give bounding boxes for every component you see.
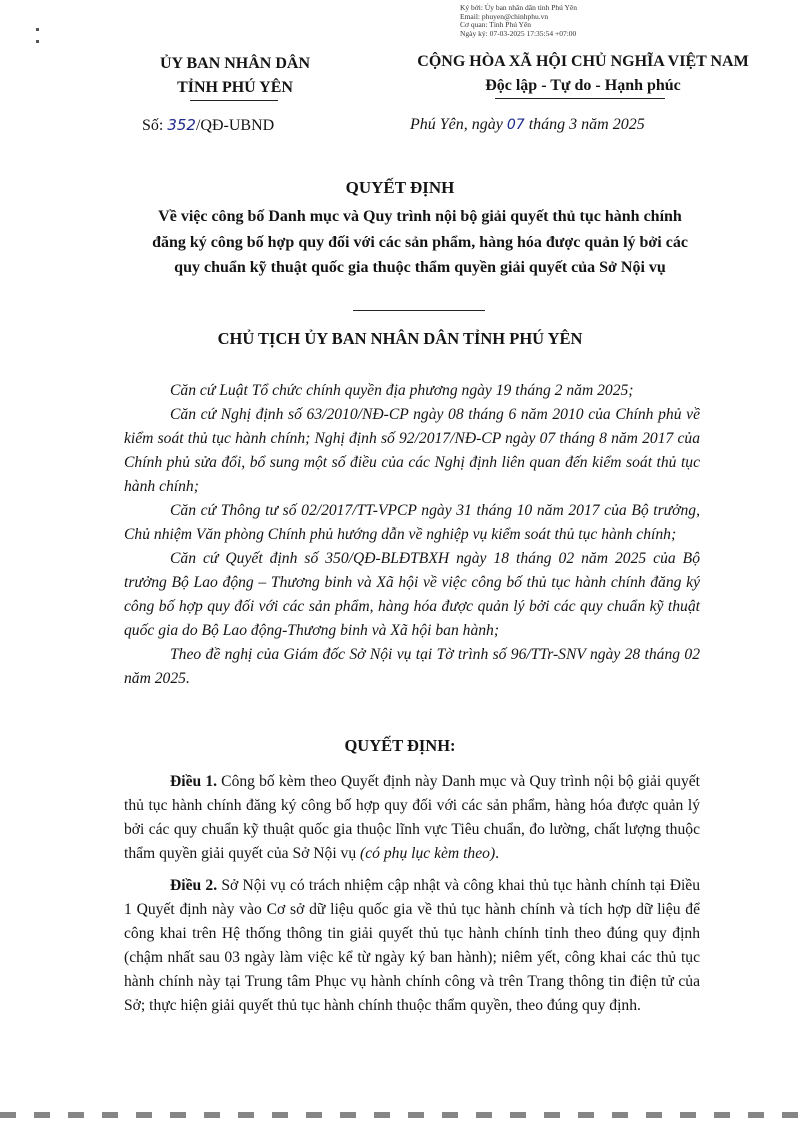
header-right-underline <box>495 98 665 99</box>
national-title-line1: CỘNG HÒA XÃ HỘI CHỦ NGHĨA VIỆT NAM <box>417 53 749 70</box>
article-note: (có phụ lục kèm theo) <box>360 845 496 862</box>
national-title <box>383 50 783 98</box>
signature-agency: Cơ quan: Tỉnh Phú Yên <box>460 20 532 30</box>
article-text: Công bố kèm theo Quyết định này Danh mục và Quy trình nội bộ giải quyết thủ tục hành chính đăng ký công bố hợp quy đối với các sản phẩm, hàng hóa được quản lý bởi các quy chuẩn kỹ thuật quốc gia thuộc lĩnh vực Tiêu chuẩn, đo lường, chất lượng thuộc thẩm quyền giải quyết của Sở Nội vụ <box>124 773 700 862</box>
document-number-prefix: Số: <box>142 117 164 134</box>
digital-signature-block <box>460 4 577 38</box>
preamble-paragraph: Căn cứ Thông tư số 02/2017/TT-VPCP ngày 31 tháng 10 năm 2017 của Bộ trưởng, Chủ nhiệm Văn phòng Chính phủ hướng dẫn về nghiệp vụ kiểm soát thủ tục hành chính; <box>124 502 700 543</box>
document-number-suffix: /QĐ-UBND <box>195 117 275 134</box>
article-label: Điều 2. <box>170 877 218 894</box>
issuing-authority <box>120 52 350 100</box>
document-subject: Về việc công bố Danh mục và Quy trình nội bộ giải quyết thủ tục hành chính đăng ký công bố hợp quy đối với các sản phẩm, hàng hóa được quản lý bởi các quy chuẩn kỹ thuật quốc gia thuộc thẩm quyền giải quyết của Sở Nội vụ <box>152 208 688 276</box>
scan-mark <box>36 40 39 43</box>
document-number <box>142 116 274 135</box>
signature-email: Email: phuyen@chinhphu.vn <box>460 11 549 21</box>
issuing-authority-line2: TỈNH PHÚ YÊN <box>177 79 293 96</box>
article-text: Sở Nội vụ có trách nhiệm cập nhật và công khai thủ tục hành chính tại Điều 1 Quyết định này vào Cơ sở dữ liệu quốc gia về thủ tục hành chính và tích hợp dữ liệu để công khai trên Hệ thống thông tin giải quyết thủ tục hành chính tỉnh theo đúng quy định (chậm nhất sau 03 ngày làm việc kể từ ngày ký ban hành); niêm yết, công khai các thủ tục hành chính này tại Trung tâm Phục vụ hành chính công và trên Trang thông tin điện tử của Sở; thực hiện giải quyết thủ tục hành chính thuộc thẩm quyền, theo đúng quy định. <box>124 877 701 1014</box>
preamble-paragraph: Căn cứ Quyết định số 350/QĐ-BLĐTBXH ngày 18 tháng 02 năm 2025 của Bộ trưởng Bộ Lao động – Thương binh và Xã hội về việc công bố thủ tục hành chính đăng ký công bố hợp quy đối với các sản phẩm, hàng hóa được quản lý bởi các quy chuẩn kỹ thuật quốc gia do Bộ Lao động-Thương binh và Xã hội ban hành; <box>124 550 700 639</box>
article-paragraph <box>124 874 700 1018</box>
signature-signer: Ký bởi: Ủy ban nhân dân tỉnh Phú Yên <box>460 3 578 12</box>
date-day-handwritten: 07 <box>506 117 525 133</box>
issuing-authority-line1: ỦY BAN NHÂN DÂN <box>159 55 311 72</box>
issuing-official: CHỦ TỊCH ỦY BAN NHÂN DÂN TỈNH PHÚ YÊN <box>217 329 583 348</box>
signature-date: Ngày ký: 07-03-2025 17:35:54 +07:00 <box>460 28 577 38</box>
national-motto: Độc lập - Tự do - Hạnh phúc <box>485 77 681 94</box>
header-left-underline <box>190 100 278 101</box>
subject-underline <box>353 310 485 311</box>
document-number-handwritten: 352 <box>167 116 196 134</box>
preamble-paragraph: Căn cứ Nghị định số 63/2010/NĐ-CP ngày 08 tháng 6 năm 2010 của Chính phủ về kiểm soát thủ tục hành chính; Nghị định số 92/2017/NĐ-CP ngày 07 tháng 8 năm 2017 của Chính phủ sửa đổi, bổ sung một số điều của các Nghị định liên quan đến kiểm soát thủ tục hành chính; <box>124 406 700 495</box>
scan-mark <box>36 28 39 31</box>
article-end: . <box>495 845 500 862</box>
document-type: QUYẾT ĐỊNH <box>345 178 455 197</box>
preamble-paragraph: Theo đề nghị của Giám đốc Sở Nội vụ tại Tờ trình số 96/TTr-SNV ngày 28 tháng 02 năm 2025. <box>124 646 700 687</box>
preamble <box>124 379 700 691</box>
date-prefix: Phú Yên, ngày <box>410 116 503 133</box>
article-label: Điều 1. <box>170 773 218 790</box>
articles <box>124 770 700 1026</box>
document-date <box>410 116 645 134</box>
decision-section-title: QUYẾT ĐỊNH: <box>344 736 456 755</box>
date-suffix: tháng 3 năm 2025 <box>528 116 645 133</box>
preamble-paragraph: Căn cứ Luật Tổ chức chính quyền địa phương ngày 19 tháng 2 năm 2025; <box>170 382 634 399</box>
page-bottom-edge <box>0 1112 800 1118</box>
article-paragraph <box>124 770 700 866</box>
